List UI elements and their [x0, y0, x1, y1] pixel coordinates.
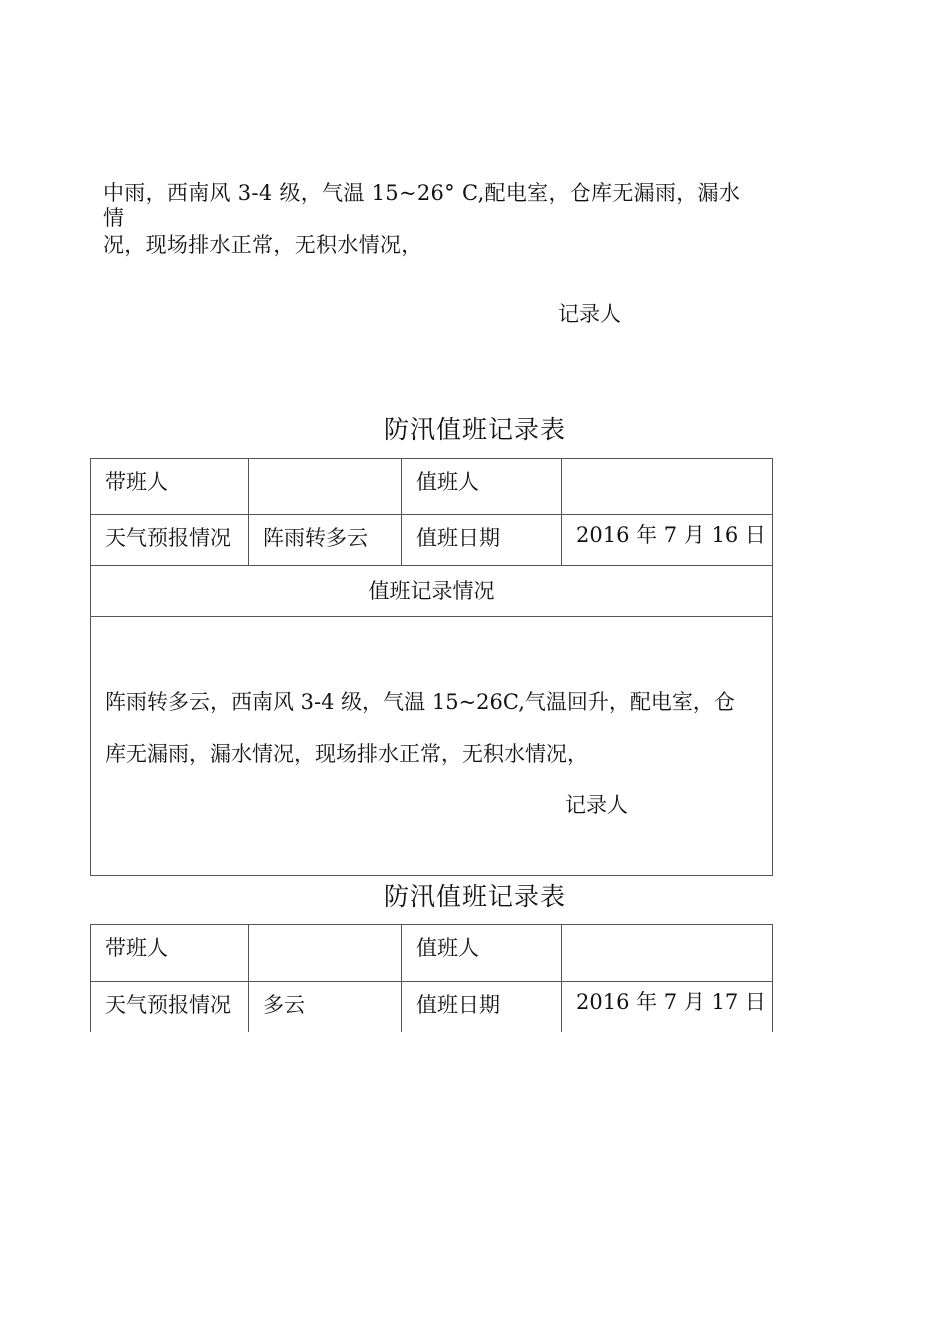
record-body	[91, 617, 772, 875]
forecast-label: 天气预报情况	[91, 515, 249, 566]
duty-date-label: 值班日期	[402, 515, 562, 566]
table-row	[91, 459, 773, 515]
duty-table	[90, 458, 773, 876]
duty-date-value: 2016 年 7 月 17 日	[562, 982, 773, 1032]
record-body-line-2: 库无漏雨，漏水情况，现场排水正常，无积水情况，	[105, 742, 588, 766]
record-text-line-2: 情	[103, 206, 125, 230]
duty-person-value	[562, 459, 773, 515]
duty-table	[90, 924, 773, 1032]
record-body-line-1: 阵雨转多云，西南风 3-4 级，气温 15~26C,气温回升，配电室，仓	[105, 690, 735, 714]
duty-person-value	[562, 925, 773, 982]
table-row	[91, 617, 773, 876]
recorder-label: 记录人	[558, 302, 621, 326]
forecast-value: 阵雨转多云	[249, 515, 402, 566]
record-text-line-3: 况，现场排水正常，无积水情况，	[103, 233, 423, 257]
record-header: 值班记录情况	[91, 566, 773, 617]
duty-person-label: 值班人	[402, 925, 562, 982]
leader-label: 带班人	[91, 459, 249, 515]
table-row	[91, 925, 773, 982]
leader-value	[249, 459, 402, 515]
duty-date-value: 2016 年 7 月 16 日	[562, 515, 773, 566]
forecast-label: 天气预报情况	[91, 982, 249, 1032]
leader-label: 带班人	[91, 925, 249, 982]
forecast-value: 多云	[249, 982, 402, 1032]
form-title: 防汛值班记录表	[383, 415, 566, 444]
duty-date-label: 值班日期	[402, 982, 562, 1032]
form-title: 防汛值班记录表	[383, 882, 566, 911]
record-text-line-1: 中雨，西南风 3-4 级，气温 15~26° C,配电室，仓库无漏雨，漏水	[103, 181, 741, 205]
table-row	[91, 515, 773, 566]
record-cell	[91, 617, 773, 876]
table-row	[91, 566, 773, 617]
duty-person-label: 值班人	[402, 459, 562, 515]
recorder-label: 记录人	[565, 793, 628, 817]
table-row	[91, 982, 773, 1032]
leader-value	[249, 925, 402, 982]
